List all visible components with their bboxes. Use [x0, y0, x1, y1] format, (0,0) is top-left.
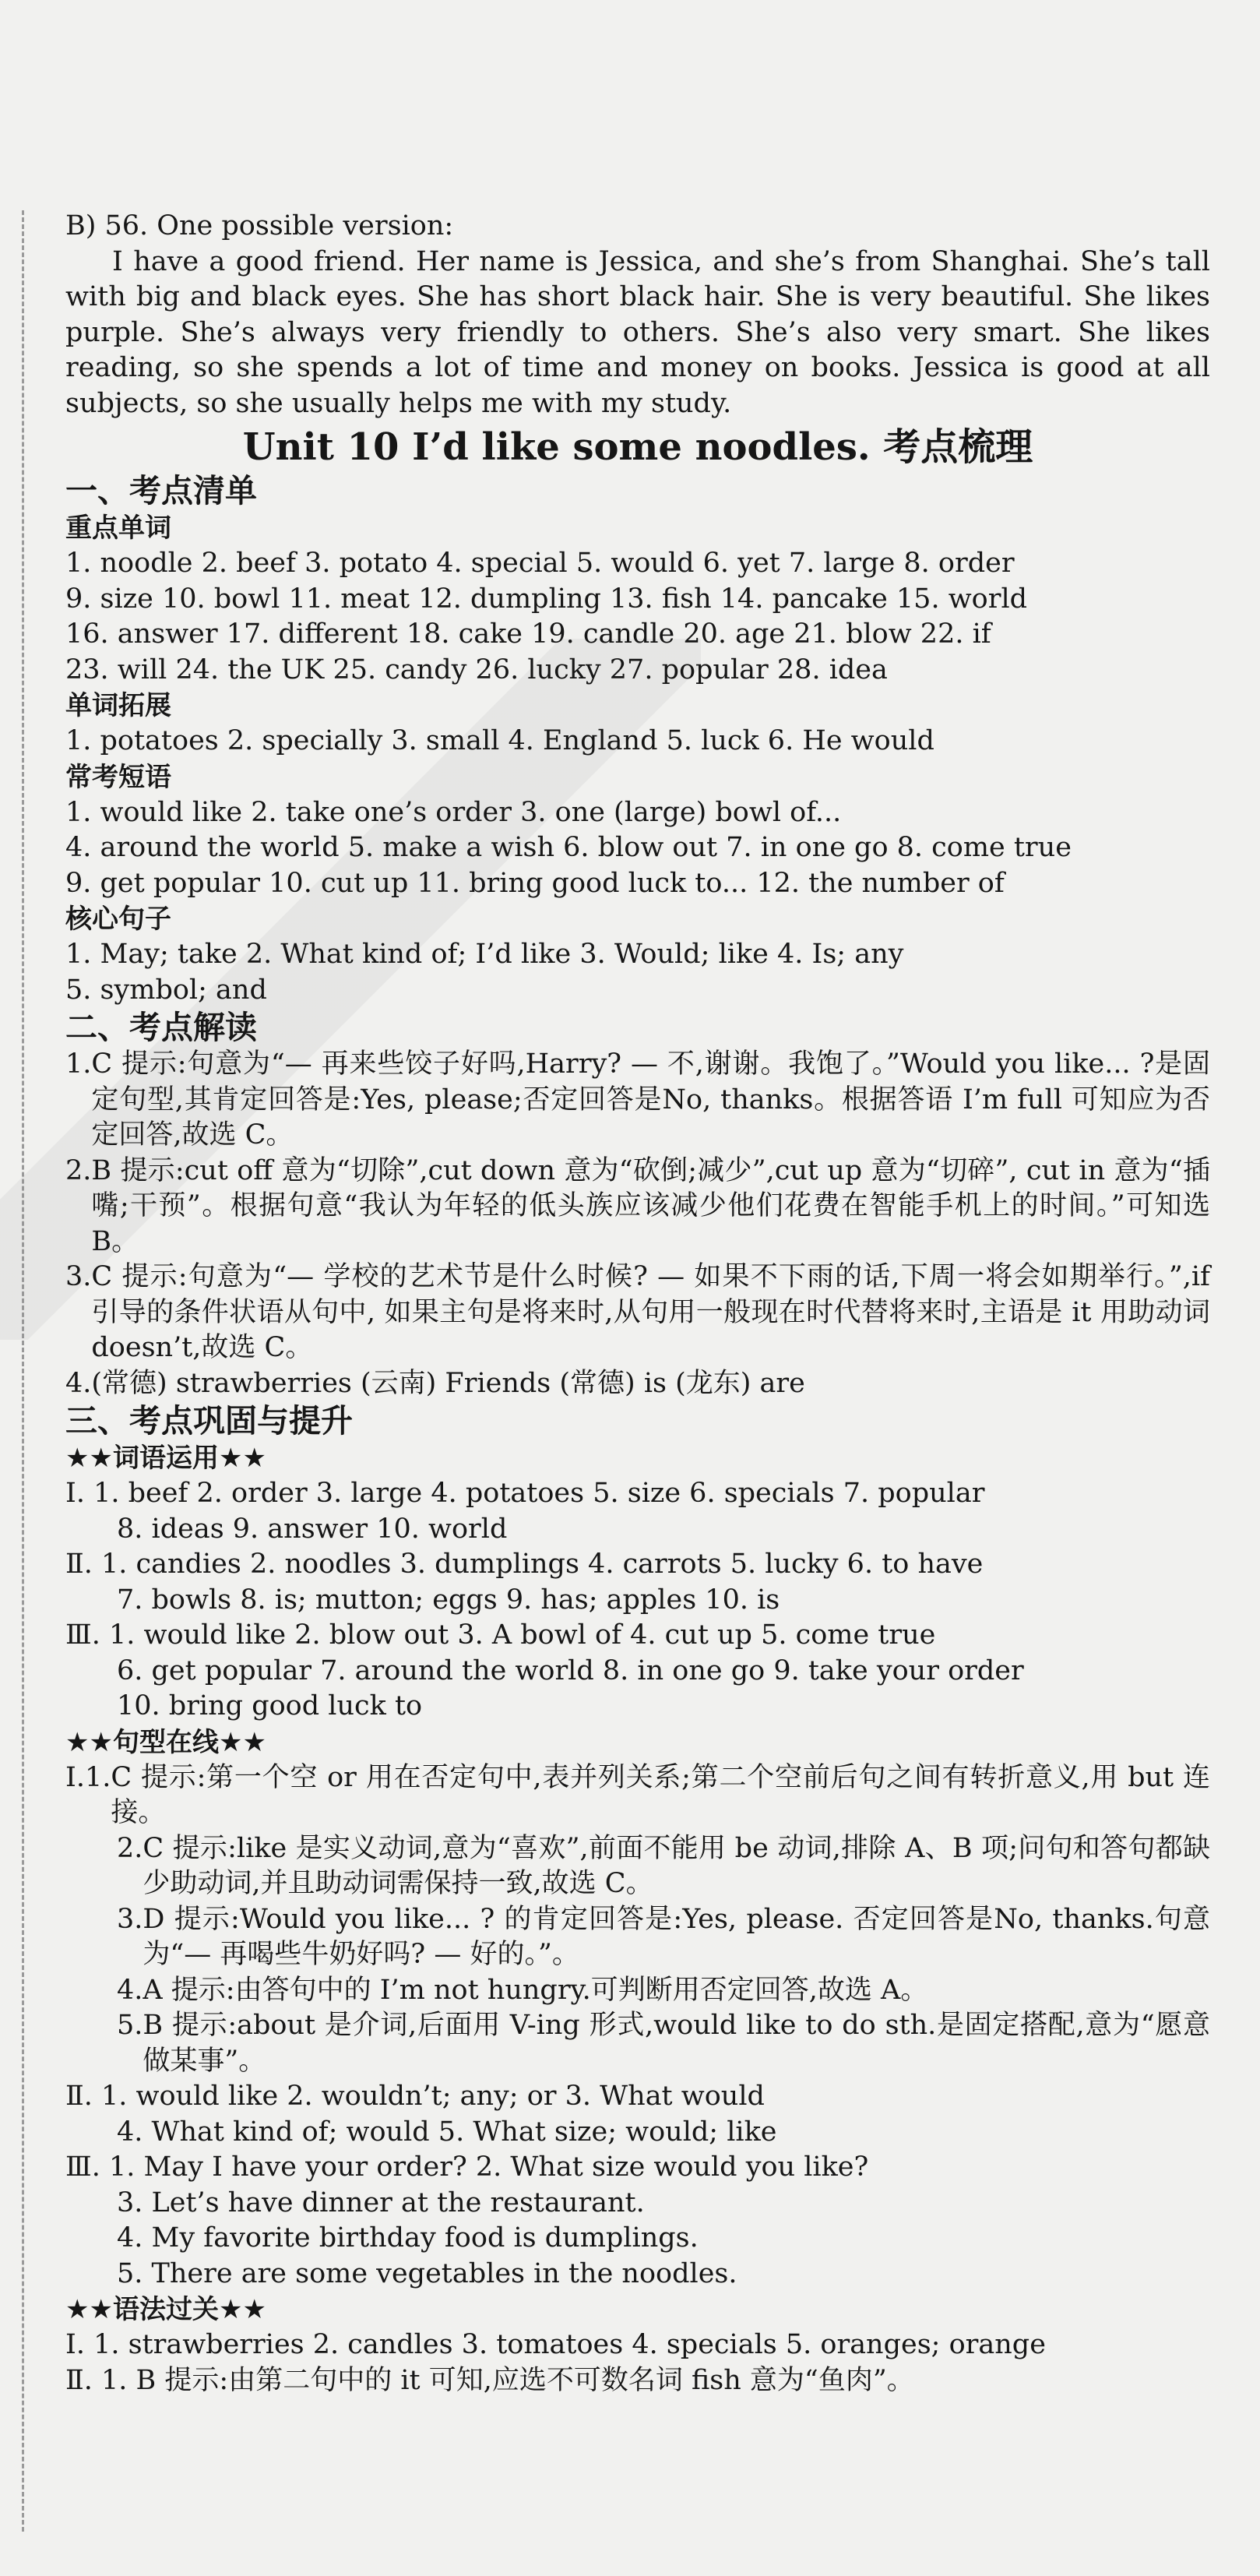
list-line: Ⅰ. 1. beef 2. order 3. large 4. potatoes 5. size 6. specials 7. popular [65, 1478, 985, 1509]
item-text: D 提示:Would you like... ? 的肯定回答是:Yes, please. 否定回答是No, thanks.句意为“— 再喝些牛奶好吗? — 好的。”。 [143, 1903, 1210, 1970]
list-item [65, 1902, 1210, 1973]
item-text: B 提示:about 是介词,后面用 V-ing 形式,would like to do sth.是固定搭配,意为“愿意做某事”。 [143, 2010, 1210, 2077]
list-item [65, 1973, 1210, 2009]
item-number: 1. [65, 1048, 92, 1080]
list-line: 6. get popular 7. around the world 8. in one go 9. take your order [117, 1654, 1024, 1686]
list-line: Ⅱ. 1. candies 2. noodles 3. dumplings 4. carrots 5. lucky 6. to have [65, 1549, 984, 1580]
list-line: 4. My favorite birthday food is dumplings. [117, 2222, 699, 2254]
item-number: 4. [117, 1974, 143, 2006]
item-text: A 提示:由答句中的 I’m not hungry.可判断用否定回答,故选 A。 [143, 1974, 928, 2006]
item-number: 2. [65, 1154, 92, 1186]
list-line: 9. get popular 10. cut up 11. bring good luck to... 12. the number of [65, 867, 1005, 899]
phrases-list [65, 795, 1210, 902]
sentence-patterns-list [65, 1760, 1210, 2292]
list-item [65, 1260, 1210, 1366]
list-line: 3. Let’s have dinner at the restaurant. [117, 2187, 645, 2218]
answer-page [65, 209, 1210, 2398]
sentence-patterns-heading: ★★句型在线★★ [65, 1726, 266, 1758]
list-line: Ⅱ. 1. would like 2. wouldn’t; any; or 3. What would [65, 2081, 765, 2112]
binding-dash-line [22, 210, 24, 2532]
list-line: 16. answer 17. different 18. cake 19. candle 20. age 21. blow 22. if [65, 618, 991, 650]
intro-paragraph: I have a good friend. Her name is Jessica, and she’s from Shanghai. She’s tall with big and black eyes. She has short black hair. She is very beautiful. She likes purple. She’s always very friendly to others. She’s also very smart. She likes reading, so she spends a lot of time and money on books. Jessica is good at all subjects, so she usually helps me with my study. [65, 245, 1210, 419]
item-number: 1. [84, 1761, 111, 1793]
list-item [65, 1366, 1210, 1402]
word-extension-heading: 单词拓展 [65, 690, 171, 721]
grammar-list [65, 2328, 1210, 2398]
roman-number: Ⅰ. [65, 1761, 85, 1793]
section-3-heading: 三、考点巩固与提升 [65, 1402, 353, 1440]
item-number: 4. [65, 1367, 92, 1399]
item-number: 5. [117, 2010, 143, 2041]
list-line: Ⅲ. 1. May I have your order? 2. What size would you like? [65, 2151, 869, 2183]
list-item [65, 2008, 1210, 2079]
list-line: Ⅰ. 1. strawberries 2. candles 3. tomatoes 4. specials 5. oranges; orange [65, 2329, 1046, 2360]
list-line: 5. There are some vegetables in the noodles. [117, 2257, 737, 2289]
item-number: 3. [117, 1903, 143, 1935]
item-text: B 提示:cut off 意为“切除”,cut down 意为“砍倒;减少”,cut up 意为“切碎”, cut in 意为“插嘴;干预”。根据句意“我认为年轻的低头族应该减少他们花费在智能手机上的时间。”可知选 B。 [91, 1154, 1210, 1257]
list-line: 1. May; take 2. What kind of; I’d like 3. Would; like 4. Is; any [65, 939, 904, 970]
list-line: 1. noodle 2. beef 3. potato 4. special 5. would 6. yet 7. large 8. order [65, 548, 1015, 579]
item-number: 2. [117, 1832, 143, 1864]
phrases-heading: 常考短语 [65, 761, 171, 793]
list-line: 5. symbol; and [65, 974, 267, 1006]
grammar-heading: ★★语法过关★★ [65, 2294, 266, 2325]
list-item [65, 1831, 1210, 1902]
vocab-usage-heading: ★★词语运用★★ [65, 1443, 266, 1474]
item-text: C 提示:like 是实义动词,意为“喜欢”,前面不能用 be 动词,排除 A、B 项;问句和答句都缺少助动词,并且助动词需保持一致,故选 C。 [143, 1832, 1210, 1899]
explanations-list [65, 1047, 1210, 1401]
item-text: (常德) strawberries (云南) Friends (常德) is (龙东) are [91, 1367, 805, 1399]
list-line: Ⅱ. 1. B 提示:由第二句中的 it 可知,应选不可数名词 fish 意为“鱼肉”。 [65, 2364, 914, 2396]
section-2-heading: 二、考点解读 [65, 1009, 257, 1046]
list-line: 7. bowls 8. is; mutton; eggs 9. has; apples 10. is [117, 1584, 780, 1616]
item-text: C 提示:句意为“— 学校的艺术节是什么时候? — 如果不下雨的话,下周一将会如期举行。”,if 引导的条件状语从句中, 如果主句是将来时,从句用一般现在时代替将来时,主语是 it 用助动词 doesn’t,故选 C。 [91, 1261, 1210, 1363]
item-number: 3. [65, 1261, 92, 1292]
list-line: 10. bring good luck to [117, 1690, 423, 1721]
list-item [65, 1047, 1210, 1154]
item-text: C 提示:句意为“— 再来些饺子好吗,Harry? — 不,谢谢。我饱了。”Would you like... ?是固定句型,其肯定回答是:Yes, please;否定回答是No, thanks。根据答语 I’m full 可知应为否定回答,故选 C。 [91, 1048, 1210, 1151]
list-line: 1. potatoes 2. specially 3. small 4. England 5. luck 6. He would [65, 725, 934, 756]
intro-lead: B) 56. One possible version: [65, 210, 454, 241]
core-sentences-heading: 核心句子 [65, 904, 171, 935]
list-line: 1. would like 2. take one’s order 3. one (large) bowl of... [65, 796, 842, 828]
key-words-list [65, 546, 1210, 688]
list-line: 4. What kind of; would 5. What size; would; like [117, 2116, 777, 2148]
unit-title: Unit 10 I’d like some noodles. 考点梳理 [242, 425, 1033, 469]
list-line: 23. will 24. the UK 25. candy 26. lucky 27. popular 28. idea [65, 654, 888, 685]
list-line: 4. around the world 5. make a wish 6. blow out 7. in one go 8. come true [65, 832, 1072, 863]
list-item [65, 1760, 1210, 1831]
list-item [65, 1154, 1210, 1260]
item-text: C 提示:第一个空 or 用在否定句中,表并列关系;第二个空前后句之间有转折意义,用 but 连接。 [111, 1761, 1210, 1828]
section-1-heading: 一、考点清单 [65, 472, 257, 509]
key-words-heading: 重点单词 [65, 513, 171, 544]
vocab-usage-list [65, 1476, 1210, 1725]
core-sentences-list [65, 937, 1210, 1008]
list-line: 9. size 10. bowl 11. meat 12. dumpling 13. fish 14. pancake 15. world [65, 583, 1028, 615]
list-line: Ⅲ. 1. would like 2. blow out 3. A bowl of 4. cut up 5. come true [65, 1619, 936, 1651]
list-line: 8. ideas 9. answer 10. world [117, 1513, 508, 1545]
